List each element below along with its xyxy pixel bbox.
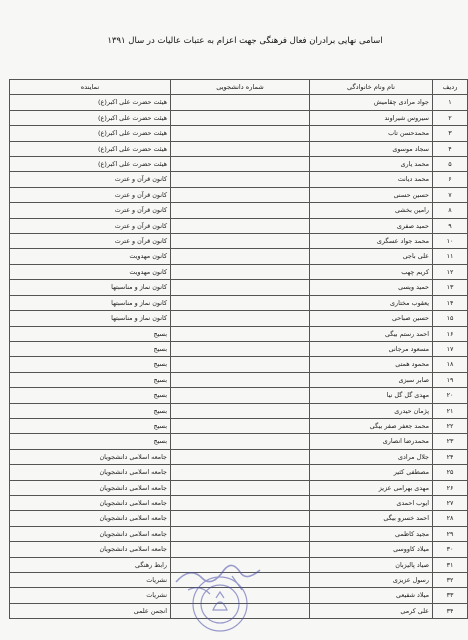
representative-cell: جامعه اسلامی دانشجویان	[10, 449, 171, 464]
full-name-cell: مهدی گل گل نیا	[310, 388, 433, 403]
student-id-cell	[171, 341, 310, 356]
full-name-cell: محمد جواد عسگری	[310, 234, 433, 249]
full-name-cell: علی کرمی	[310, 603, 433, 618]
student-id-cell	[171, 357, 310, 372]
representative-cell: کانون مهدویت	[10, 249, 171, 264]
representative-cell: هیئت حضرت علی اکبر(ع)	[10, 110, 171, 125]
full-name-cell: محمدرضا انصاری	[310, 434, 433, 449]
row-number-cell: ۷	[433, 187, 468, 202]
header-row-number: ردیف	[433, 80, 468, 95]
student-id-cell	[171, 542, 310, 557]
row-number-cell: ۱۸	[433, 357, 468, 372]
representative-cell: هیئت حضرت علی اکبر(ع)	[10, 95, 171, 110]
student-id-cell	[171, 234, 310, 249]
representative-cell: بسیج	[10, 434, 171, 449]
document-title: اسامی نهایی برادران فعال فرهنگی جهت اعزام به عتبات عالیات در سال ۱۳۹۱	[107, 36, 383, 46]
representative-cell: کانون قرآن و عترت	[10, 234, 171, 249]
representative-cell: هیئت حضرت علی اکبر(ع)	[10, 141, 171, 156]
row-number-cell: ۱۵	[433, 311, 468, 326]
full-name-cell: صابر سبزی	[310, 372, 433, 387]
representative-cell: کانون نماز و مناسبتها	[10, 295, 171, 310]
row-number-cell: ۱۰	[433, 234, 468, 249]
representative-cell: نشریات	[10, 588, 171, 603]
row-number-cell: ۱۲	[433, 264, 468, 279]
full-name-cell: محمد یاری	[310, 157, 433, 172]
full-name-cell: محمد جعفر صفر بیگی	[310, 418, 433, 433]
student-id-cell	[171, 264, 310, 279]
full-name-cell: ایوب احمدی	[310, 495, 433, 510]
full-name-cell: محمدحسن تاب	[310, 126, 433, 141]
representative-cell: کانون قرآن و عترت	[10, 203, 171, 218]
full-name-cell: محمود همتی	[310, 357, 433, 372]
full-name-cell: پژمان حیدری	[310, 403, 433, 418]
full-name-cell: احمد خسرو بیگی	[310, 511, 433, 526]
representative-cell: نشریات	[10, 573, 171, 588]
student-id-cell	[171, 203, 310, 218]
student-id-cell	[171, 388, 310, 403]
table-row	[10, 280, 468, 295]
representative-cell: کانون مهدویت	[10, 264, 171, 279]
header-full-name: نام ونام خانوادگی	[310, 80, 433, 95]
student-id-cell	[171, 326, 310, 341]
table-row	[10, 341, 468, 356]
row-number-cell: ۳۴	[433, 603, 468, 618]
table-row	[10, 557, 468, 572]
student-id-cell	[171, 280, 310, 295]
student-id-cell	[171, 511, 310, 526]
table-row	[10, 126, 468, 141]
table-row	[10, 357, 468, 372]
student-id-cell	[171, 403, 310, 418]
full-name-cell: رامین بخشی	[310, 203, 433, 218]
row-number-cell: ۳۰	[433, 542, 468, 557]
row-number-cell: ۲۴	[433, 449, 468, 464]
row-number-cell: ۲۷	[433, 495, 468, 510]
table-row	[10, 511, 468, 526]
representative-cell: هیئت حضرت علی اکبر(ع)	[10, 157, 171, 172]
row-number-cell: ۱۱	[433, 249, 468, 264]
student-id-cell	[171, 372, 310, 387]
student-id-cell	[171, 573, 310, 588]
row-number-cell: ۱۹	[433, 372, 468, 387]
student-id-cell	[171, 588, 310, 603]
full-name-cell: یعقوب مختاری	[310, 295, 433, 310]
student-id-cell	[171, 449, 310, 464]
table-row	[10, 249, 468, 264]
representative-cell: جامعه اسلامی دانشجویان	[10, 465, 171, 480]
row-number-cell: ۱۳	[433, 280, 468, 295]
table-row	[10, 95, 468, 110]
representative-cell: کانون قرآن و عترت	[10, 218, 171, 233]
representative-cell: رابط رهنگی	[10, 557, 171, 572]
student-id-cell	[171, 187, 310, 202]
table-row	[10, 234, 468, 249]
full-name-cell: کریم چهب	[310, 264, 433, 279]
table-row	[10, 326, 468, 341]
student-id-cell	[171, 311, 310, 326]
representative-cell: بسیج	[10, 357, 171, 372]
full-name-cell: رسول عزیزی	[310, 573, 433, 588]
table-row	[10, 388, 468, 403]
table-row	[10, 372, 468, 387]
student-id-cell	[171, 249, 310, 264]
representative-cell: جامعه اسلامی دانشجویان	[10, 526, 171, 541]
full-name-cell: حسین صباحی	[310, 311, 433, 326]
row-number-cell: ۲۶	[433, 480, 468, 495]
row-number-cell: ۱۶	[433, 326, 468, 341]
student-id-cell	[171, 95, 310, 110]
representative-cell: جامعه اسلامی دانشجویان	[10, 542, 171, 557]
table-row	[10, 418, 468, 433]
row-number-cell: ۶	[433, 172, 468, 187]
full-name-cell: حمید صفری	[310, 218, 433, 233]
full-name-cell: میلاد شفیعی	[310, 588, 433, 603]
full-name-cell: میلاد کاووسی	[310, 542, 433, 557]
row-number-cell: ۲۵	[433, 465, 468, 480]
table-body	[10, 95, 468, 619]
student-id-cell	[171, 295, 310, 310]
row-number-cell: ۲۳	[433, 434, 468, 449]
table-row	[10, 403, 468, 418]
row-number-cell: ۵	[433, 157, 468, 172]
table-row	[10, 480, 468, 495]
representative-cell: کانون قرآن و عترت	[10, 187, 171, 202]
table-row	[10, 187, 468, 202]
full-name-cell: احمد رستم بیگی	[310, 326, 433, 341]
row-number-cell: ۱۷	[433, 341, 468, 356]
student-id-cell	[171, 172, 310, 187]
table-row	[10, 495, 468, 510]
table-row	[10, 311, 468, 326]
representative-cell: کانون نماز و مناسبتها	[10, 280, 171, 295]
participants-table	[9, 79, 468, 619]
full-name-cell: مصطفی کثیر	[310, 465, 433, 480]
student-id-cell	[171, 218, 310, 233]
table-row	[10, 603, 468, 618]
representative-cell: بسیج	[10, 372, 171, 387]
row-number-cell: ۲	[433, 110, 468, 125]
student-id-cell	[171, 603, 310, 618]
student-id-cell	[171, 495, 310, 510]
representative-cell: جامعه اسلامی دانشجویان	[10, 495, 171, 510]
header-representative: نماینده	[10, 80, 171, 95]
row-number-cell: ۲۱	[433, 403, 468, 418]
row-number-cell: ۱	[433, 95, 468, 110]
table-row	[10, 588, 468, 603]
row-number-cell: ۲۹	[433, 526, 468, 541]
student-id-cell	[171, 434, 310, 449]
student-id-cell	[171, 418, 310, 433]
row-number-cell: ۳	[433, 126, 468, 141]
full-name-cell: مهدی بهرامی عزیز	[310, 480, 433, 495]
representative-cell: هیئت حضرت علی اکبر(ع)	[10, 126, 171, 141]
table-row	[10, 264, 468, 279]
full-name-cell: مسعود مرجانی	[310, 341, 433, 356]
full-name-cell: حمید ویسی	[310, 280, 433, 295]
student-id-cell	[171, 480, 310, 495]
table-row	[10, 218, 468, 233]
table-row	[10, 295, 468, 310]
table-row	[10, 141, 468, 156]
full-name-cell: سیروس شیراوند	[310, 110, 433, 125]
student-id-cell	[171, 141, 310, 156]
row-number-cell: ۴	[433, 141, 468, 156]
representative-cell: جامعه اسلامی دانشجویان	[10, 511, 171, 526]
student-id-cell	[171, 157, 310, 172]
row-number-cell: ۳۱	[433, 557, 468, 572]
representative-cell: کانون قرآن و عترت	[10, 172, 171, 187]
row-number-cell: ۸	[433, 203, 468, 218]
student-id-cell	[171, 110, 310, 125]
representative-cell: انجمن علمی	[10, 603, 171, 618]
student-id-cell	[171, 557, 310, 572]
representative-cell: بسیج	[10, 326, 171, 341]
table-row	[10, 172, 468, 187]
full-name-cell: سجاد موسوی	[310, 141, 433, 156]
representative-cell: بسیج	[10, 388, 171, 403]
table-row	[10, 157, 468, 172]
representative-cell: جامعه اسلامی دانشجویان	[10, 480, 171, 495]
table-row	[10, 203, 468, 218]
representative-cell: بسیج	[10, 341, 171, 356]
header-student-id: شماره دانشجویی	[171, 80, 310, 95]
table-row	[10, 526, 468, 541]
row-number-cell: ۳۳	[433, 588, 468, 603]
row-number-cell: ۱۴	[433, 295, 468, 310]
table-header-row	[10, 80, 468, 95]
full-name-cell: حسین حسنی	[310, 187, 433, 202]
row-number-cell: ۹	[433, 218, 468, 233]
row-number-cell: ۲۸	[433, 511, 468, 526]
table-row	[10, 465, 468, 480]
full-name-cell: جواد مرادی چقامیش	[310, 95, 433, 110]
row-number-cell: ۲۰	[433, 388, 468, 403]
table-row	[10, 542, 468, 557]
table-row	[10, 434, 468, 449]
representative-cell: کانون نماز و مناسبتها	[10, 311, 171, 326]
student-id-cell	[171, 526, 310, 541]
full-name-cell: علی باجی	[310, 249, 433, 264]
table-row	[10, 573, 468, 588]
full-name-cell: محمد دیانت	[310, 172, 433, 187]
student-id-cell	[171, 465, 310, 480]
representative-cell: بسیج	[10, 418, 171, 433]
row-number-cell: ۲۲	[433, 418, 468, 433]
representative-cell: بسیج	[10, 403, 171, 418]
table-row	[10, 449, 468, 464]
full-name-cell: صیاد پالیزبان	[310, 557, 433, 572]
full-name-cell: مجید کاظمی	[310, 526, 433, 541]
row-number-cell: ۳۲	[433, 573, 468, 588]
table-row	[10, 110, 468, 125]
student-id-cell	[171, 126, 310, 141]
full-name-cell: جلال مرادی	[310, 449, 433, 464]
